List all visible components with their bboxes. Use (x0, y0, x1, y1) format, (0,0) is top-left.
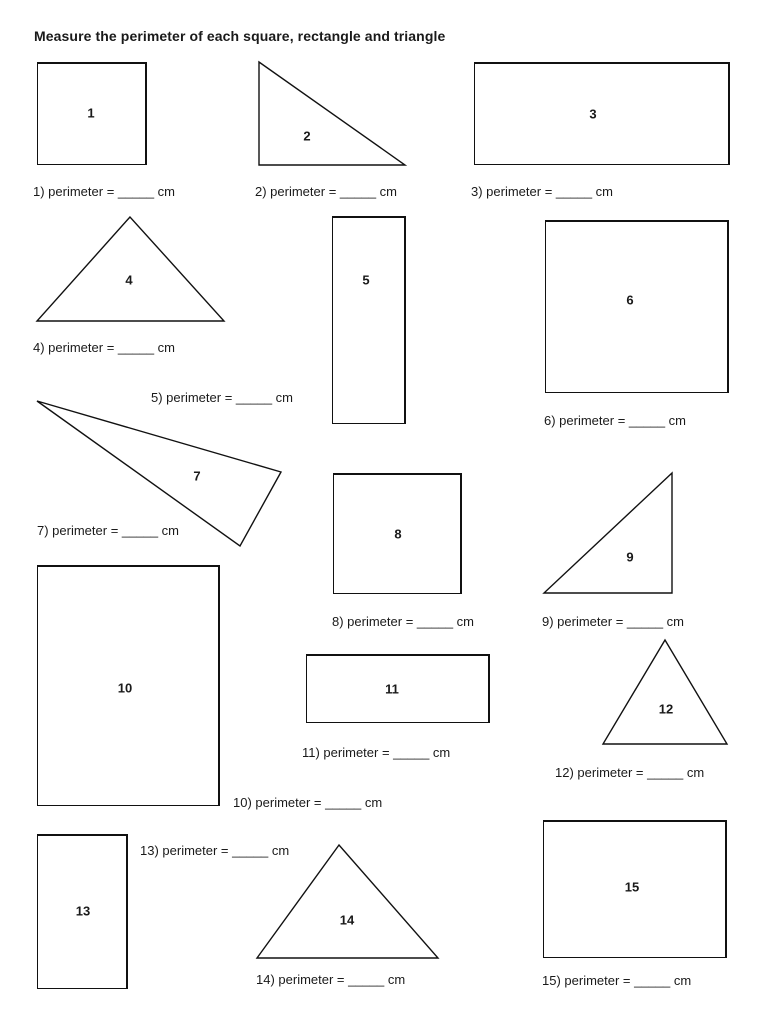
shape-number-10: 10 (117, 680, 133, 696)
shape-number-7: 7 (193, 468, 201, 484)
shape-number-5: 5 (362, 272, 370, 288)
perimeter-label-10: 10) perimeter = _____ cm (233, 795, 383, 810)
perimeter-label-11: 11) perimeter = _____ cm (302, 745, 451, 760)
shape-number-9: 9 (626, 549, 634, 565)
perimeter-label-2: 2) perimeter = _____ cm (255, 184, 397, 199)
worksheet-title: Measure the perimeter of each square, rectangle and triangle (34, 28, 446, 44)
triangle-14-outline (257, 845, 438, 958)
triangle-9-outline (544, 473, 672, 593)
perimeter-label-8: 8) perimeter = _____ cm (332, 614, 474, 629)
shape-number-8: 8 (394, 526, 402, 542)
shape-number-13: 13 (75, 903, 91, 919)
triangle-2-outline (259, 62, 405, 165)
perimeter-label-14: 14) perimeter = _____ cm (256, 972, 406, 987)
triangle-4-outline (37, 217, 224, 321)
shape-number-11: 11 (385, 681, 399, 697)
shape-number-4: 4 (125, 272, 133, 288)
shape-number-1: 1 (87, 105, 95, 121)
shape-number-2: 2 (303, 128, 311, 144)
perimeter-label-13: 13) perimeter = _____ cm (140, 843, 290, 858)
shape-number-6: 6 (626, 292, 634, 308)
perimeter-label-12: 12) perimeter = _____ cm (555, 765, 705, 780)
shape-number-3: 3 (589, 106, 597, 122)
perimeter-label-6: 6) perimeter = _____ cm (544, 413, 686, 428)
perimeter-label-4: 4) perimeter = _____ cm (33, 340, 175, 355)
shape-number-14: 14 (339, 912, 355, 928)
perimeter-label-15: 15) perimeter = _____ cm (542, 973, 692, 988)
triangle-12-outline (603, 640, 727, 744)
perimeter-label-3: 3) perimeter = _____ cm (471, 184, 613, 199)
shape-number-12: 12 (658, 701, 674, 717)
square-6 (545, 220, 729, 393)
perimeter-label-5: 5) perimeter = _____ cm (151, 390, 293, 405)
rectangle-3 (474, 62, 730, 165)
rectangle-5 (332, 216, 406, 424)
shape-number-15: 15 (624, 879, 640, 895)
perimeter-label-9: 9) perimeter = _____ cm (542, 614, 684, 629)
perimeter-label-7: 7) perimeter = _____ cm (37, 523, 179, 538)
perimeter-label-1: 1) perimeter = _____ cm (33, 184, 175, 199)
